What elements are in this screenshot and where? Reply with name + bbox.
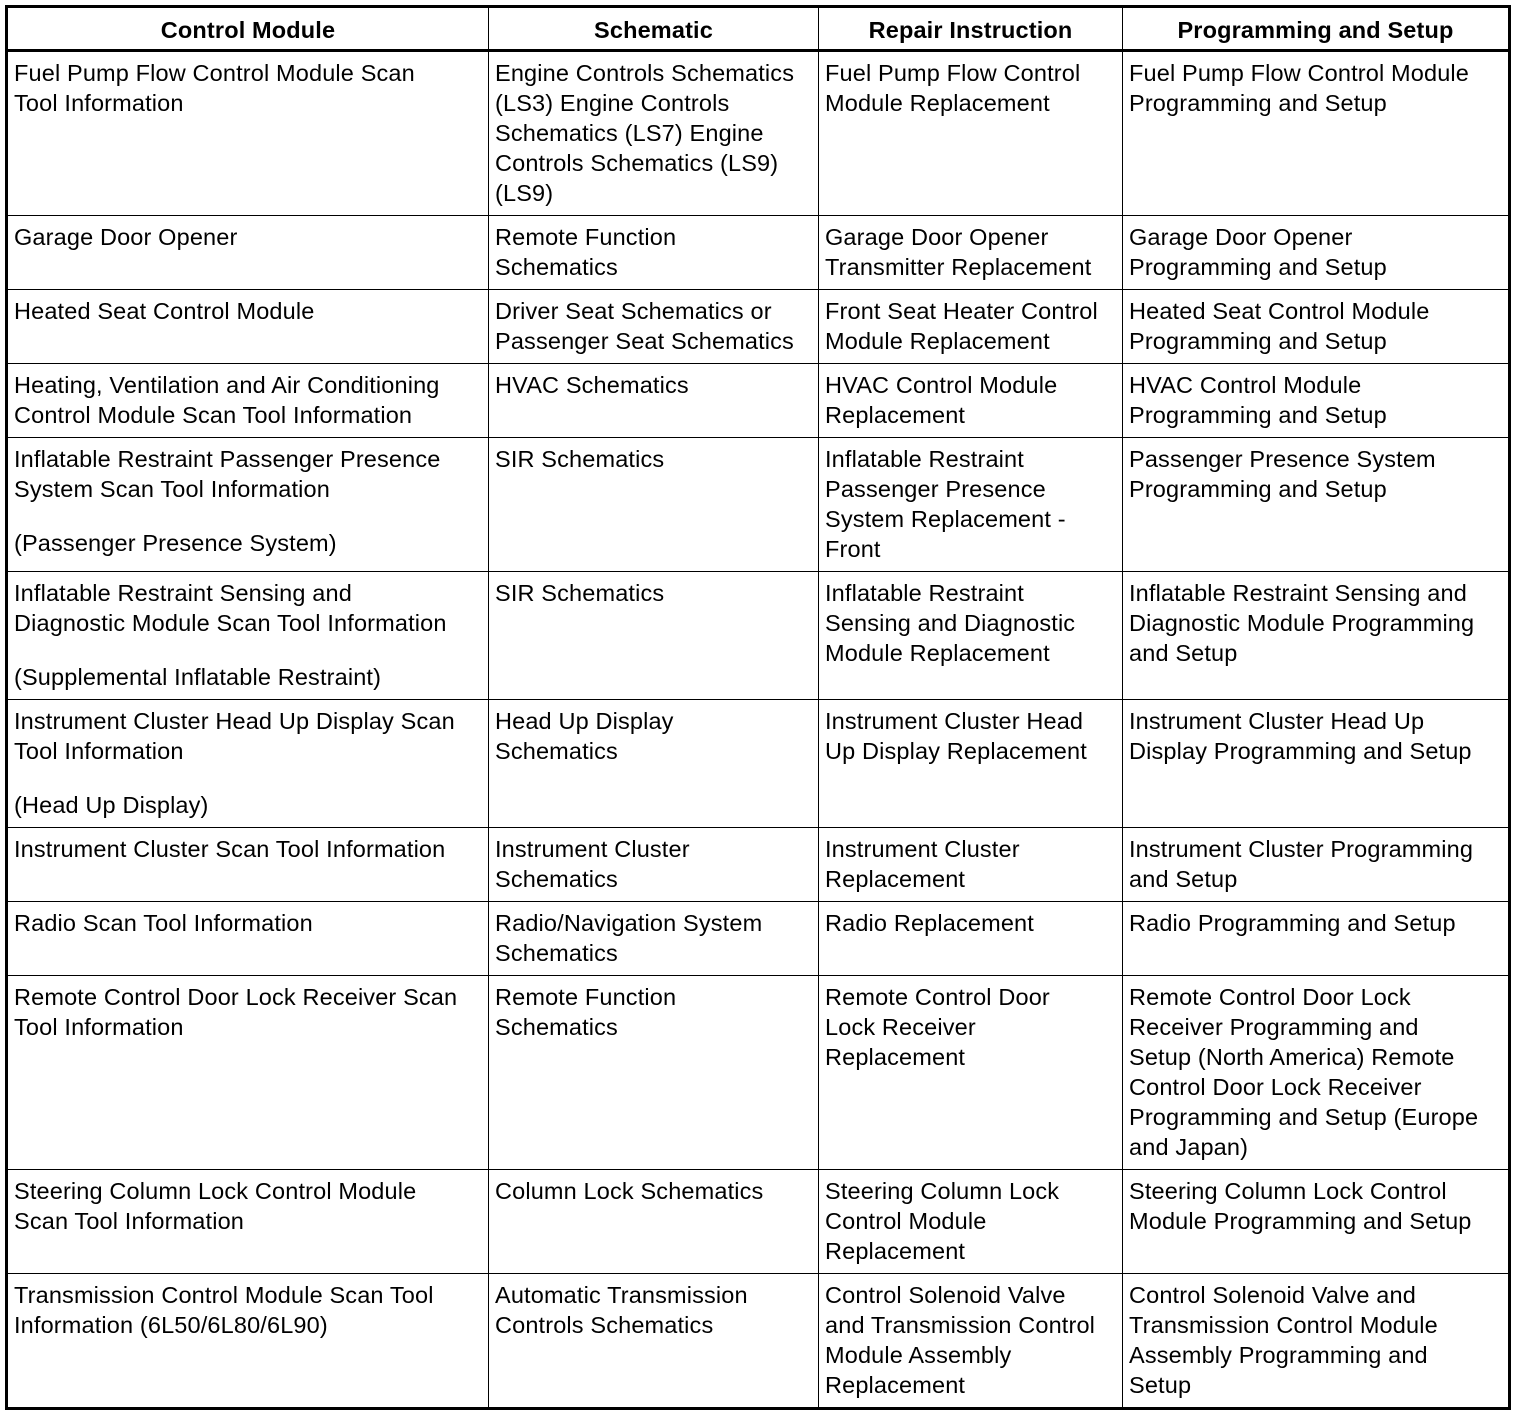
cell-text: Steering Column Lock Control Module [14, 1178, 417, 1204]
cell-control-module [7, 438, 489, 572]
cell-control-module [7, 700, 489, 828]
cell-repair-instruction [819, 216, 1123, 290]
cell-text: Tool Information [14, 90, 184, 116]
cell-text: Instrument Cluster Head Up [1129, 708, 1425, 734]
cell-text: Passenger Presence [825, 476, 1046, 502]
cell-text: Receiver Programming and [1129, 1014, 1419, 1040]
cell-text: Inflatable Restraint [825, 580, 1024, 606]
paragraph-gap [14, 638, 483, 662]
cell-text: Diagnostic Module Programming [1129, 610, 1475, 636]
table-row [7, 51, 1510, 216]
table-row [7, 438, 1510, 572]
cell-programming-and-setup [1123, 364, 1510, 438]
cell-text: Column Lock Schematics [495, 1178, 764, 1204]
cell-repair-instruction [819, 51, 1123, 216]
paragraph-gap [14, 766, 483, 790]
cell-text: (LS3) Engine Controls [495, 90, 730, 116]
cell-text: Control Module Scan Tool Information [14, 402, 413, 428]
cell-note: (Head Up Display) [14, 792, 209, 818]
cell-text: Fuel Pump Flow Control [825, 60, 1081, 86]
table-row [7, 700, 1510, 828]
cell-control-module [7, 364, 489, 438]
cell-text: Radio Programming and Setup [1129, 910, 1456, 936]
table-row [7, 1274, 1510, 1409]
cell-text: Replacement [825, 402, 966, 428]
cell-text: Controls Schematics (LS9) [495, 150, 779, 176]
cell-text: Control Module [825, 1208, 987, 1234]
cell-note: (Supplemental Inflatable Restraint) [14, 664, 382, 690]
cell-repair-instruction [819, 364, 1123, 438]
cell-text: Inflatable Restraint Passenger Presence [14, 446, 441, 472]
table-row [7, 976, 1510, 1170]
cell-text: Lock Receiver [825, 1014, 976, 1040]
header-row [7, 7, 1510, 51]
cell-text: Front Seat Heater Control [825, 298, 1098, 324]
cell-text: Automatic Transmission [495, 1282, 748, 1308]
cell-programming-and-setup [1123, 51, 1510, 216]
cell-text: Heating, Ventilation and Air Conditioning [14, 372, 440, 398]
cell-text: System Scan Tool Information [14, 476, 330, 502]
cell-text: Remote Control Door Lock [1129, 984, 1411, 1010]
module-reference-table [5, 5, 1511, 1410]
cell-control-module [7, 51, 489, 216]
table-row [7, 1170, 1510, 1274]
table-row [7, 572, 1510, 700]
cell-text: (LS9) [495, 180, 554, 206]
cell-text: Instrument Cluster [825, 836, 1020, 862]
cell-text: and Transmission Control [825, 1312, 1096, 1338]
cell-text: Remote Control Door Lock Receiver Scan [14, 984, 458, 1010]
cell-text: Replacement [825, 1044, 966, 1070]
cell-text: Head Up Display [495, 708, 674, 734]
header-programming-and-setup: Programming and Setup [1123, 7, 1510, 51]
cell-text: Schematics (LS7) Engine [495, 120, 764, 146]
cell-text: Instrument Cluster Head [825, 708, 1084, 734]
module-reference-table-wrapper [5, 5, 1508, 1410]
cell-text: Setup (North America) Remote [1129, 1044, 1455, 1070]
cell-programming-and-setup [1123, 700, 1510, 828]
cell-text: Diagnostic Module Scan Tool Information [14, 610, 447, 636]
cell-text: Schematics [495, 738, 618, 764]
cell-text: Schematics [495, 940, 618, 966]
cell-control-module [7, 290, 489, 364]
cell-programming-and-setup [1123, 572, 1510, 700]
cell-text: Tool Information [14, 1014, 184, 1040]
cell-schematic [489, 216, 819, 290]
cell-text: and Setup [1129, 866, 1238, 892]
cell-repair-instruction [819, 438, 1123, 572]
cell-text: Engine Controls Schematics [495, 60, 795, 86]
cell-text: Instrument Cluster Programming [1129, 836, 1474, 862]
cell-text: Schematics [495, 1014, 618, 1040]
cell-text: Module Assembly [825, 1342, 1012, 1368]
cell-repair-instruction [819, 700, 1123, 828]
table-row [7, 828, 1510, 902]
cell-text: Heated Seat Control Module [1129, 298, 1430, 324]
cell-text: Transmission Control Module Scan Tool [14, 1282, 434, 1308]
cell-note: (Passenger Presence System) [14, 530, 337, 556]
header-control-module: Control Module [7, 7, 489, 51]
table-row [7, 290, 1510, 364]
cell-text: Display Programming and Setup [1129, 738, 1472, 764]
cell-control-module [7, 976, 489, 1170]
cell-text: Fuel Pump Flow Control Module Scan [14, 60, 415, 86]
cell-text: Inflatable Restraint Sensing and [1129, 580, 1467, 606]
cell-repair-instruction [819, 902, 1123, 976]
cell-text: Programming and Setup [1129, 90, 1387, 116]
cell-text: SIR Schematics [495, 446, 665, 472]
cell-text: Driver Seat Schematics or [495, 298, 772, 324]
cell-text: Remote Control Door [825, 984, 1050, 1010]
cell-programming-and-setup [1123, 828, 1510, 902]
cell-text: SIR Schematics [495, 580, 665, 606]
cell-schematic [489, 438, 819, 572]
cell-repair-instruction [819, 572, 1123, 700]
cell-text: Transmitter Replacement [825, 254, 1092, 280]
cell-programming-and-setup [1123, 216, 1510, 290]
cell-text: Programming and Setup [1129, 328, 1387, 354]
cell-schematic [489, 572, 819, 700]
cell-text: Radio Scan Tool Information [14, 910, 313, 936]
cell-programming-and-setup [1123, 438, 1510, 572]
table-row [7, 364, 1510, 438]
cell-schematic [489, 290, 819, 364]
cell-text: System Replacement - [825, 506, 1066, 532]
cell-schematic [489, 51, 819, 216]
cell-text: Replacement [825, 866, 966, 892]
cell-text: Information (6L50/6L80/6L90) [14, 1312, 328, 1338]
header-repair-instruction: Repair Instruction [819, 7, 1123, 51]
cell-programming-and-setup [1123, 290, 1510, 364]
cell-control-module [7, 828, 489, 902]
cell-text: Replacement [825, 1372, 966, 1398]
cell-control-module [7, 902, 489, 976]
cell-schematic [489, 700, 819, 828]
cell-text: Programming and Setup [1129, 476, 1387, 502]
cell-text: HVAC Control Module [825, 372, 1058, 398]
cell-text: Up Display Replacement [825, 738, 1087, 764]
cell-text: Radio/Navigation System [495, 910, 763, 936]
cell-schematic [489, 902, 819, 976]
cell-text: HVAC Schematics [495, 372, 689, 398]
cell-text: Schematics [495, 254, 618, 280]
header-schematic: Schematic [489, 7, 819, 51]
paragraph-gap [14, 504, 483, 528]
cell-repair-instruction [819, 290, 1123, 364]
cell-text: Remote Function [495, 984, 677, 1010]
cell-text: Instrument Cluster [495, 836, 690, 862]
cell-text: Tool Information [14, 738, 184, 764]
cell-schematic [489, 828, 819, 902]
cell-text: Replacement [825, 1238, 966, 1264]
cell-text: and Setup [1129, 640, 1238, 666]
cell-text: Front [825, 536, 881, 562]
cell-programming-and-setup [1123, 1274, 1510, 1409]
cell-text: and Japan) [1129, 1134, 1249, 1160]
cell-control-module [7, 216, 489, 290]
cell-text: Module Replacement [825, 328, 1050, 354]
cell-text: Programming and Setup [1129, 254, 1387, 280]
cell-text: Steering Column Lock Control [1129, 1178, 1447, 1204]
cell-schematic [489, 1274, 819, 1409]
cell-schematic [489, 976, 819, 1170]
cell-text: Steering Column Lock [825, 1178, 1060, 1204]
cell-text: HVAC Control Module [1129, 372, 1362, 398]
cell-control-module [7, 1170, 489, 1274]
cell-text: Instrument Cluster Scan Tool Information [14, 836, 446, 862]
cell-schematic [489, 364, 819, 438]
cell-text: Passenger Presence System [1129, 446, 1436, 472]
cell-text: Module Programming and Setup [1129, 1208, 1472, 1234]
cell-text: Heated Seat Control Module [14, 298, 315, 324]
cell-text: Passenger Seat Schematics [495, 328, 794, 354]
cell-text: Programming and Setup (Europe [1129, 1104, 1479, 1130]
cell-text: Schematics [495, 866, 618, 892]
cell-text: Radio Replacement [825, 910, 1034, 936]
cell-text: Garage Door Opener [825, 224, 1049, 250]
cell-text: Instrument Cluster Head Up Display Scan [14, 708, 455, 734]
cell-programming-and-setup [1123, 976, 1510, 1170]
cell-repair-instruction [819, 1170, 1123, 1274]
cell-text: Control Door Lock Receiver [1129, 1074, 1422, 1100]
cell-programming-and-setup [1123, 1170, 1510, 1274]
cell-text: Inflatable Restraint Sensing and [14, 580, 352, 606]
cell-text: Control Solenoid Valve [825, 1282, 1066, 1308]
cell-control-module [7, 572, 489, 700]
cell-text: Garage Door Opener [1129, 224, 1353, 250]
cell-text: Module Replacement [825, 90, 1050, 116]
cell-schematic [489, 1170, 819, 1274]
cell-repair-instruction [819, 828, 1123, 902]
cell-text: Garage Door Opener [14, 224, 238, 250]
cell-repair-instruction [819, 976, 1123, 1170]
cell-text: Assembly Programming and [1129, 1342, 1428, 1368]
cell-control-module [7, 1274, 489, 1409]
cell-repair-instruction [819, 1274, 1123, 1409]
cell-text: Fuel Pump Flow Control Module [1129, 60, 1470, 86]
table-body [7, 51, 1510, 1409]
cell-text: Controls Schematics [495, 1312, 714, 1338]
cell-text: Sensing and Diagnostic [825, 610, 1076, 636]
cell-text: Programming and Setup [1129, 402, 1387, 428]
table-row [7, 216, 1510, 290]
cell-programming-and-setup [1123, 902, 1510, 976]
cell-text: Scan Tool Information [14, 1208, 245, 1234]
cell-text: Remote Function [495, 224, 677, 250]
cell-text: Module Replacement [825, 640, 1050, 666]
cell-text: Transmission Control Module [1129, 1312, 1438, 1338]
cell-text: Inflatable Restraint [825, 446, 1024, 472]
cell-text: Control Solenoid Valve and [1129, 1282, 1416, 1308]
cell-text: Setup [1129, 1372, 1192, 1398]
table-row [7, 902, 1510, 976]
